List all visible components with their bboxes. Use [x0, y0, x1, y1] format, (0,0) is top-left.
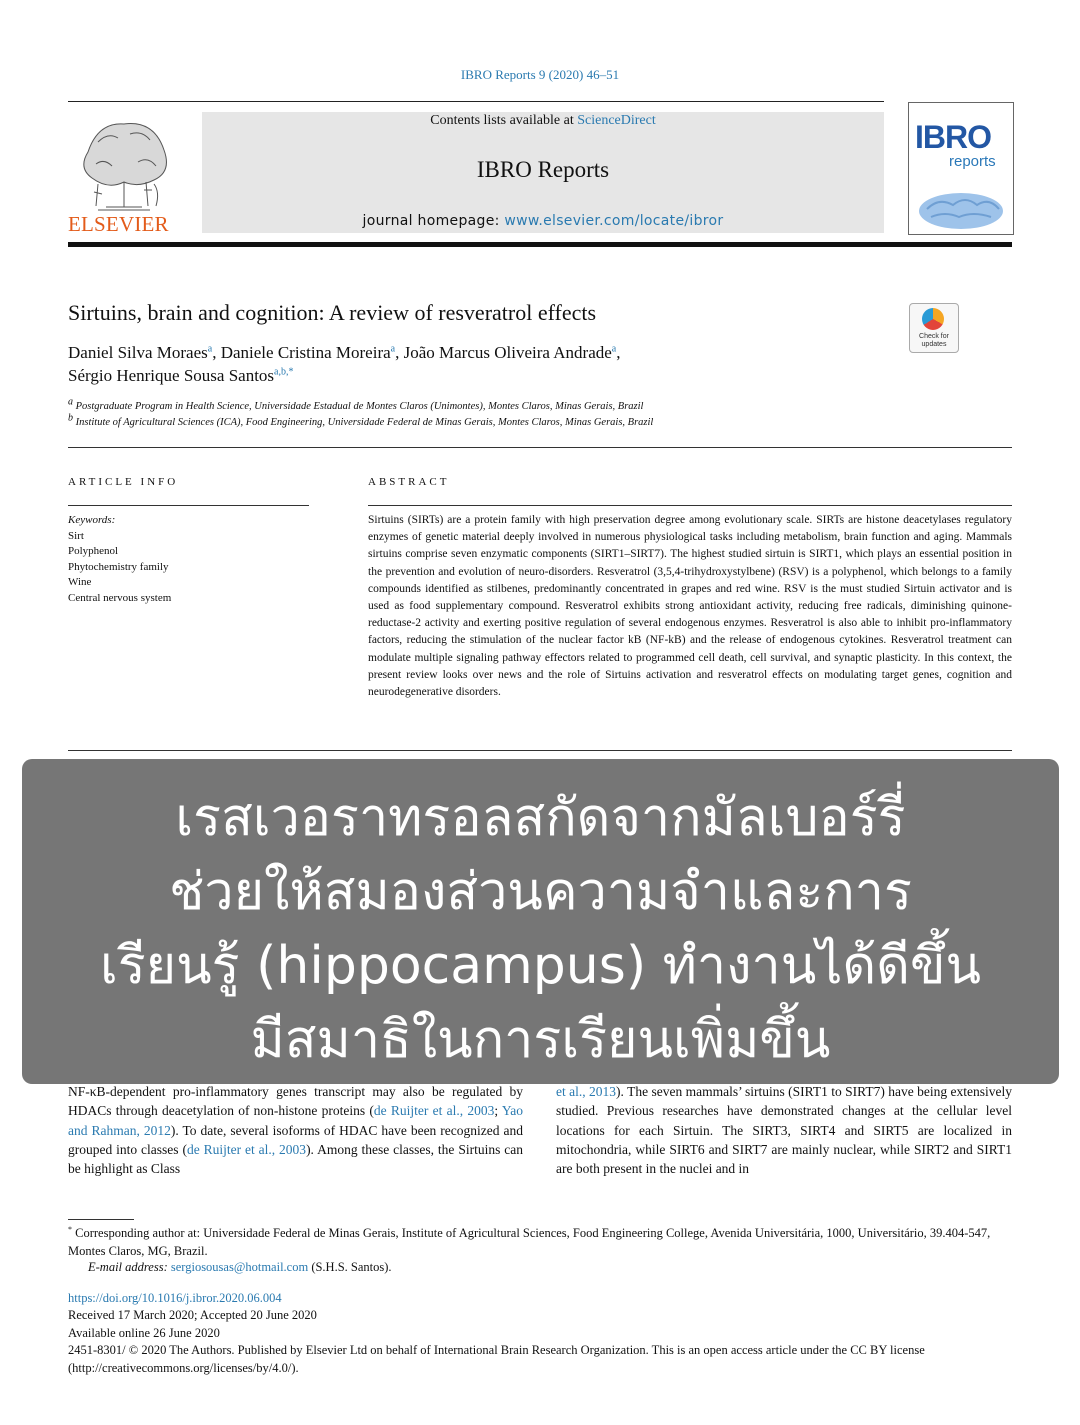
citation-link[interactable]: Yao and Rahman, 2012 [68, 1103, 523, 1138]
article-title: Sirtuins, brain and cognition: A review of resveratrol effects [68, 300, 597, 325]
author-name[interactable]: Daniele Cristina Moreira [220, 343, 391, 362]
affiliation-mark: a [68, 396, 73, 408]
keyword-item: Sirt [68, 529, 84, 542]
keywords-label: Keywords: [68, 514, 116, 526]
keywords-list [68, 513, 171, 606]
journal-cover-thumbnail[interactable] [908, 102, 1014, 235]
corresponding-text: Corresponding author at: Universidade Federal de Minas Gerais, Institute of Agricultural Sciences, Food Engineering College, Avenida Universitária, 1000, Universitário, 39.404-547, Montes Claros, MG, Brazil. [68, 1226, 991, 1258]
affiliation-text: Institute of Agricultural Sciences (ICA), Food Engineering, Universidade Federal de Minas Gerais, Montes Claros, Minas Gerais, Brazil [75, 417, 654, 428]
online-date: Available online 26 June 2020 [68, 1325, 220, 1340]
citation-link[interactable]: de Ruijter et al., 2003 [373, 1103, 495, 1119]
email-label: E-mail address: [88, 1260, 168, 1274]
article-info-heading: ARTICLE INFO [68, 476, 179, 488]
author-line-2 [68, 366, 294, 386]
contents-line [202, 113, 884, 129]
publication-details [68, 1290, 1012, 1377]
author-name[interactable]: Daniel Silva Moraes [68, 343, 208, 362]
abstract-bottom-rule [68, 750, 1012, 751]
journal-reference[interactable]: IBRO Reports 9 (2020) 46–51 [460, 67, 620, 82]
body-text: ; [494, 1103, 502, 1119]
author-line-1: Daniel Silva Moraes$^a$, Daniele Cristina Moreira$^a$, João Marcus Oliveira Andrade$^a$, [68, 343, 621, 362]
keyword-item: Wine [68, 576, 92, 588]
body-text: ). Among these classes, the Sirtuins can be highlight as Class [68, 1141, 523, 1177]
affiliation-text: Postgraduate Program in Health Science, Universidade Estadual de Montes Claros (Unimontes), Montes Claros, Minas Gerais, Brazil [75, 401, 644, 412]
author-name[interactable]: Sérgio Henrique Sousa Santos [68, 366, 275, 385]
caption-line: ช่วยให้สมองส่วนความจำและการ [169, 862, 912, 922]
cover-subtitle: reports [949, 153, 996, 170]
caption-line: มีสมาธิในการเรียนเพิ่มขึ้น [250, 1010, 831, 1070]
caption-line: เรสเวอราทรอลสกัดจากมัลเบอร์รี่ [175, 788, 906, 848]
cover-title: IBRO [915, 119, 991, 155]
citation-link[interactable]: et al., 2013 [556, 1084, 617, 1099]
elsevier-wordmark: ELSEVIER [68, 212, 169, 236]
sciencedirect-link[interactable]: ScienceDirect [577, 113, 656, 128]
body-text: NF-κB-dependent pro-inflammatory genes transcript may also be regulated by HDACs through deacetylation of non-histone proteins ( [68, 1084, 523, 1119]
keyword-item: Phytochemistry family [68, 560, 169, 573]
author-name[interactable]: João Marcus Oliveira Andrade [403, 343, 612, 362]
email-link[interactable]: sergiosousas@hotmail.com [170, 1260, 309, 1274]
body-column-right [556, 1082, 1012, 1178]
abstract-heading: ABSTRACT [368, 476, 450, 488]
corresponding-author-note: * Corresponding author at: Universidade Federal de Minas Gerais, Institute of Agricultural Sciences, Food Engineering College, Avenida Universitária, 1000, Universitário, 39.404-547, Montes Claros, MG, Brazil. [68, 1224, 991, 1258]
body-text: ). The seven mammals’ sirtuins (SIRT1 to SIRT7) have being extensively studied. Previous researches have demonstrated changes at the cellular level locations for each Sirtuin. The SIRT3, SIRT4 and SIRT5 are localized in mitochondria, while SIRT6 and SIRT7 are mainly nuclear, while SIRT2 and SIRT1 are both present in the nuclei and in [556, 1084, 1012, 1177]
homepage-line [202, 213, 884, 229]
brain-illustration [915, 181, 1007, 231]
affiliation-a [68, 396, 644, 412]
email-line [88, 1260, 392, 1275]
abstract-text: Sirtuins (SIRTs) are a protein family with high preservation degree among evolutionary scale. SIRTs are histone deacetylases regulatory enzymes of genetic material deeply involved in numerous physiological tasks including metabolism, brain function and aging. Mammals sirtuins comprise seven enzymatic components (SIRT1–SIRT7). The highest studied sirtuin is SIRT1, which plays an essential position in the prevention and evolution of neuro-disorders. Resveratrol (3,5,4-trihydroxystylbene) (RSV) is a polyphenol, which belongs to a family compounds identified as stilbenes, predominantly concentrated in grapes and red wine. RSV is the must studied Sirtuin activator and is used as food supplementary compound. Resveratrol exhibits strong antioxidant activity, reducing free radicals, diminishing quinone-reductase-2 activity and exerting positive regulation of several endogenous enzymes. Resveratrol is also able to inhibit pro-inflammatory factors, reducing the stimulation of the nuclear factor kB (NF-kB) and the release of endogenous cytokines. Resveratrol treatment can modulate multiple signaling pathway effectors related to programmed cell death, cell survival, and synaptic plasticity. In this context, the present review looks over news and the role of Sirtuins activation and resveratrol effects on modulating target genes, cognition and neurodegenerative disorders. [368, 514, 1012, 699]
article-info-rule [68, 505, 309, 506]
affiliation-mark: b [68, 412, 73, 424]
contents-prefix: Contents lists available at [430, 113, 578, 128]
received-dates: Received 17 March 2020; Accepted 20 June 2020 [68, 1308, 317, 1323]
homepage-link[interactable]: www.elsevier.com/locate/ibror [504, 213, 724, 229]
keyword-item: Polyphenol [68, 545, 119, 557]
body-column-left [68, 1082, 523, 1178]
check-updates-icon [922, 308, 944, 330]
affiliation-mark[interactable]: a,b,* [274, 366, 294, 378]
email-suffix: (S.H.S. Santos). [311, 1260, 392, 1274]
affiliation-b [68, 412, 654, 428]
journal-name: IBRO Reports [476, 157, 610, 182]
top-rule [68, 101, 884, 102]
caption-line: เรียนรู้ (hippocampus) ทำงานได้ดีขึ้น [99, 936, 982, 996]
license-text: 2451-8301/ © 2020 The Authors. Published by Elsevier Ltd on behalf of International Brain Research Organization. This is an open access article under the CC BY license (http://creativecommons.org/licenses/by/4.0/). [68, 1343, 925, 1375]
body-text: ). To date, several isoforms of HDAC have been recognized and grouped into classes ( [68, 1122, 524, 1157]
affiliation-mark[interactable]: a [207, 343, 213, 355]
keyword-item: Central nervous system [68, 591, 172, 604]
abstract-rule [368, 505, 1012, 506]
affiliation-rule [68, 447, 1012, 448]
header-thick-rule [68, 242, 1012, 247]
affiliation-mark[interactable]: a [390, 343, 396, 355]
caption-overlay-text [22, 781, 1059, 1077]
citation-link[interactable]: de Ruijter et al., 2003 [186, 1141, 307, 1157]
doi-link[interactable]: https://doi.org/10.1016/j.ibror.2020.06.004 [68, 1291, 282, 1305]
check-updates-label: Check for updates [919, 333, 949, 348]
affiliation-mark[interactable]: a [611, 343, 617, 355]
check-for-updates-button[interactable] [909, 303, 959, 353]
footnote-rule [68, 1219, 134, 1220]
homepage-prefix: journal homepage: [362, 213, 505, 229]
